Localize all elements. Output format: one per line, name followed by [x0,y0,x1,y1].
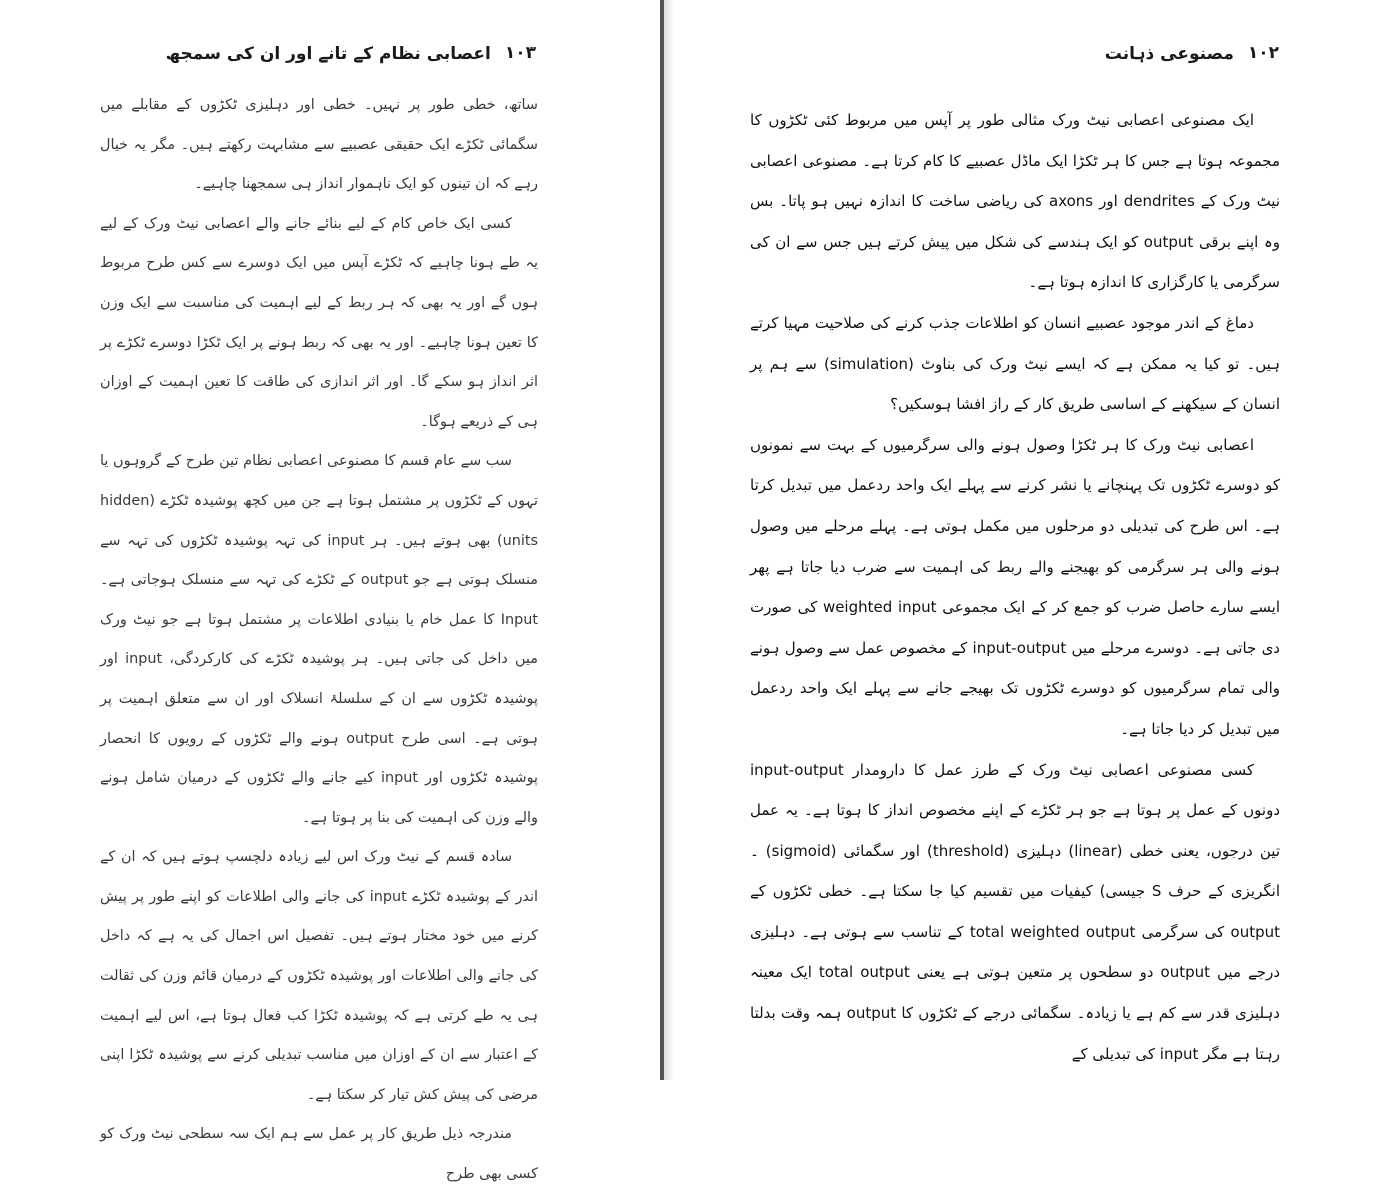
left-paragraph-1: ساتھ، خطی طور پر نہیں۔ خطی اور دہلیزی ٹکڑوں کے مقابلے میں سگمائی ٹکڑے ایک حقیقی عصبیے سے مشابہت رکھتے ہیں۔ مگر یہ خیال رہے کہ ان تینوں کو ایک ناہموار انداز ہی سمجھنا چاہیے۔ [100,97,538,193]
right-page-number: ۱۰۲ [1247,43,1279,63]
right-running-title: مصنوعی ذہانت [1104,43,1234,64]
right-page-body [750,100,1280,1074]
right-page-header [1104,38,1279,68]
left-running-title: اعصابی نظام کے تانے اور ان کی سمجھ [165,43,491,64]
right-paragraph-3: اعصابی نیٹ ورک کا ہر ٹکڑا وصول ہونے والی سرگرمیوں کے بہت سے نمونوں کو دوسرے ٹکڑوں تک پہنچانے یا نشر کرنے سے پہلے ایک واحد ردعمل میں تبدیل کرتا ہے۔ اس طرح کی تبدیلی دو مرحلوں میں مکمل ہوتی ہے۔ پہلے مرحلے میں وصول ہونے والی ہر سرگرمی کو بھیجنے والے ربط کی اہمیت سے ضرب دیا جاتا ہے پھر ایسے سارے حاصل ضرب کو جمع کر کے ایک مجموعی weighted input کی صورت دی جاتی ہے۔ دوسرے مرحلے میں input-output کے مخصوص عمل سے وصول ہونے والی تمام سرگرمیوں کو دوسرے ٹکڑوں تک بھیجے جانے سے پہلے ایک واحد ردعمل میں تبدیل کر دیا جاتا ہے۔ [750,435,1280,738]
right-paragraph-1: ایک مصنوعی اعصابی نیٹ ورک مثالی طور پر آپس میں مربوط کئی ٹکڑوں کا مجموعہ ہوتا ہے جس کا ہر ٹکڑا ایک ماڈل عصبیے کا کام کرتا ہے۔ مصنوعی اعصابی نیٹ ورک کے dendrites اور axons کی ریاضی ساخت کا اندازہ نہیں ہو پاتا۔ بس وہ اپنے برقی output کو ایک ہندسے کی شکل میں پیش کرتے ہیں جس سے ان کی سرگرمی یا کارگزاری کا اندازہ ہوتا ہے۔ [750,111,1280,292]
left-page-body [100,86,538,1195]
right-paragraph-2: دماغ کے اندر موجود عصبیے انسان کو اطلاعات جذب کرنے کی صلاحیت مہیا کرتے ہیں۔ تو کیا یہ ممکن ہے کہ ایسے نیٹ ورک کی بناوٹ (simulation) سے ہم پر انسان کے سیکھنے کے اساسی طریق کار کے راز افشا ہوسکیں؟ [750,313,1280,414]
left-page [0,0,660,1183]
left-paragraph-2: کسی ایک خاص کام کے لیے بنائے جانے والے اعصابی نیٹ ورک کے لیے یہ طے ہونا چاہیے کہ ٹکڑے آپس میں ایک دوسرے سے کس طرح مربوط ہوں گے اور یہ بھی کہ ہر ربط کے لیے اہمیت کی مناسبت سے ایک وزن کا تعین ہونا چاہیے۔ اور یہ بھی کہ ربط ہونے پر ایک ٹکڑا دوسرے ٹکڑے پر اثر انداز ہو سکے گا۔ اور اثر اندازی کی طاقت کا تعین اہمیت کے اوزان ہی کے ذریعے ہوگا۔ [100,215,538,430]
left-page-number: ۱۰۳ [504,43,536,63]
right-page [665,0,1377,1080]
left-paragraph-4: سادہ قسم کے نیٹ ورک اس لیے زیادہ دلچسپ ہوتے ہیں کہ ان کے اندر کے پوشیدہ ٹکڑے input کی جانے والی اطلاعات کو اپنے طور پر پیش کرنے میں خود مختار ہوتے ہیں۔ تفصیل اس اجمال کی یہ ہے کہ داخل کی جانے والی اطلاعات اور پوشیدہ ٹکڑوں کے درمیان قائم وزن کی ثقالت ہی یہ طے کرتی ہے کہ پوشیدہ ٹکڑا کب فعال ہوتا ہے، اس لیے اہمیت کے اعتبار سے ان کے اوزان میں مناسب تبدیلی کرنے سے پوشیدہ ٹکڑا اپنی مرضی کی پیش کش تیار کر سکتا ہے۔ [100,849,538,1103]
left-paragraph-5: مندرجہ ذیل طریق کار پر عمل سے ہم ایک سہ سطحی نیٹ ورک کو کسی بھی طرح [100,1126,538,1183]
left-page-header [104,38,536,68]
left-paragraph-3: سب سے عام قسم کا مصنوعی اعصابی نظام تین طرح کے گروہوں یا تہوں کے ٹکڑوں پر مشتمل ہوتا ہے جن میں کچھ پوشیدہ ٹکڑے (hidden units) بھی ہوتے ہیں۔ ہر input کی تہہ پوشیدہ ٹکڑوں کی تہہ سے منسلک ہوتی ہے جو output کے ٹکڑے کی تہہ سے منسلک ہوجاتی ہے۔ Input کا عمل خام یا بنیادی اطلاعات پر مشتمل ہوتا ہے جو نیٹ ورک میں داخل کی جاتی ہیں۔ ہر پوشیدہ ٹکڑے کی کارکردگی، input اور پوشیدہ ٹکڑوں سے ان کے سلسلۂ انسلاک اور ان سے متعلق اہمیت پر ہوتی ہے۔ اسی طرح output ہونے والے ٹکڑوں کے رویوں کا انحصار پوشیدہ ٹکڑوں اور input کیے جانے والے ٹکڑوں کے درمیان شامل ہونے والے وزن کی اہمیت کی بنا پر ہوتا ہے۔ [100,453,539,826]
right-paragraph-4: کسی مصنوعی اعصابی نیٹ ورک کے طرز عمل کا دارومدار input-output دونوں کے عمل پر ہوتا ہے جو ہر ٹکڑے کے اپنے مخصوص انداز کا ہوتا ہے۔ یہ عمل تین درجوں، یعنی خطی (linear) دہلیزی (threshold) اور سگمائی (sigmoid) ۔ انگریزی کے حرف S جیسی) کیفیات میں تقسیم کیا جا سکتا ہے۔ خطی ٹکڑوں کے output کی سرگرمی total weighted output کے تناسب سے ہوتی ہے۔ دہلیزی درجے میں output دو سطحوں پر متعین ہوتی ہے یعنی total output ایک معینہ دہلیزی قدر سے کم ہے یا زیادہ۔ سگمائی درجے کے ٹکڑوں کا output ہمہ وقت بدلتا رہتا ہے مگر input کی تبدیلی کے [750,760,1280,1063]
